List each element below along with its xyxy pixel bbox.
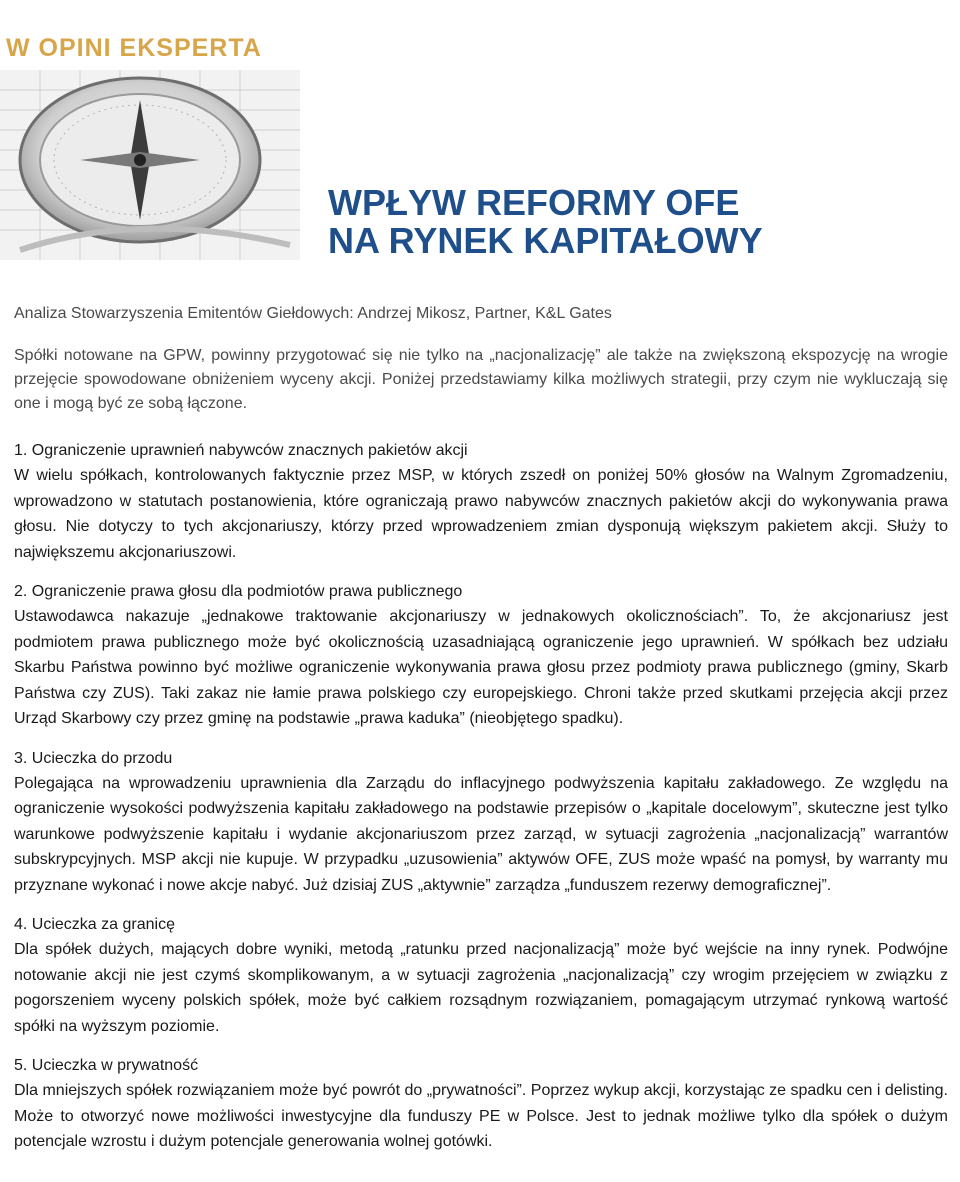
author-line: Analiza Stowarzyszenia Emitentów Giełdowych: Andrzej Mikosz, Partner, K&L Gates: [14, 305, 612, 322]
article-body: [14, 302, 948, 1169]
section-paragraph: Dla spółek dużych, mających dobre wyniki, metodą „ratunku przed nacjonalizacją” może być wejście na inny rynek. Podwójne notowanie akcji nie jest czymś skomplikowanym, a w sytuacji zagrożenia „nacjonalizacją” czy wrogim przejęciem w związku z pogorszeniem wyceny polskich spółek, może być całkiem rozsądnym rozwiązaniem, pomagającym utrzymać rynkową wartość spółki na wyższym poziomie.: [14, 941, 948, 1035]
section-paragraph: Ustawodawca nakazuje „jednakowe traktowanie akcjonariuszy w jednakowych okolicznościach”. To, że akcjonariusz jest podmiotem prawa publicznego może być okolicznością uzasadniającą ograniczenie jego uprawnień. W spółkach bez udziału Skarbu Państwa powinno być możliwe ograniczenie wykonywania prawa głosu przez podmioty prawa publicznego (gminy, Skarb Państwa czy ZUS). Taki zakaz nie łamie prawa polskiego czy europejskiego. Chroni także przed skutkami przejęcia akcji przez Urząd Skarbowy czy przez gminę na podstawie „prawa kaduka” (nieobjętego spadku).: [14, 608, 948, 727]
article-title: [328, 184, 763, 260]
section-2: [14, 579, 948, 732]
section-paragraph: Polegająca na wprowadzeniu uprawnienia dla Zarządu do inflacyjnego podwyższenia kapitału zakładowego. Ze względu na ograniczenie wysokości podwyższenia kapitału zakładowego na podstawie przepisów o „kapitale docelowym”, skuteczne jest tylko warunkowe podwyższenie kapitału i wydanie akcjonariuszom przez zarząd, w sytuacji zagrożenia „nacjonalizacją” warrantów subskrypcyjnych. MSP akcji nie kupuje. W przypadku „uzusowienia” aktywów OFE, ZUS może wpaść na pomysł, by warranty mu przyznane wykonać i nowe akcje nabyć. Już dzisiaj ZUS „aktywnie” zarządza „funduszem rezerwy demograficznej”.: [14, 774, 948, 894]
section-paragraph: W wielu spółkach, kontrolowanych faktycznie przez MSP, w których zszedł on poniżej 50% głosów na Walnym Zgromadzeniu, wprowadzono w statutach postanowienia, które ograniczają prawo nabywców znacznych pakietów akcji do wykonywania prawa głosu. Nie dotyczy to tych akcjonariuszy, którzy przed wprowadzeniem zmian dysponują większym pakietem akcji. Służy to największemu akcjonariuszowi.: [14, 467, 948, 561]
compass-icon: [0, 70, 300, 260]
intro-paragraph: Spółki notowane na GPW, powinny przygotować się nie tylko na „nacjonalizację” ale także na zwiększoną ekspozycję na wrogie przejęcie spowodowane obniżeniem wyceny akcji. Poniżej przedstawiamy kilka możliwych strategii, przy czym nie wykluczają się one i mogą być ze sobą łączone.: [14, 347, 948, 412]
article-title-line-1: WPŁYW REFORMY OFE: [328, 182, 740, 223]
section-eyebrow: W OPINI EKSPERTA: [6, 34, 262, 62]
section-5: [14, 1053, 948, 1155]
section-heading: 5. Ucieczka w prywatność: [14, 1057, 199, 1074]
article-title-line-2: NA RYNEK KAPITAŁOWY: [328, 220, 763, 261]
section-heading: 2. Ograniczenie prawa głosu dla podmiotów prawa publicznego: [14, 583, 463, 600]
section-4: [14, 912, 948, 1039]
section-paragraph: Dla mniejszych spółek rozwiązaniem może być powrót do „prywatności”. Poprzez wykup akcji, korzystając ze spadku cen i delisting. Może to otworzyć nowe możliwości inwestycyjne dla funduszy PE w Polsce. Jest to jednak możliwe tylko dla spółek o dużym potencjale wzrostu i dużym potencjale generowania wolnej gotówki.: [14, 1082, 948, 1150]
section-heading: 4. Ucieczka za granicę: [14, 916, 175, 933]
section-heading: 3. Ucieczka do przodu: [14, 749, 173, 767]
section-heading: 1. Ograniczenie uprawnień nabywców znacznych pakietów akcji: [14, 442, 468, 459]
header-banner: [0, 0, 960, 270]
section-3: [14, 746, 948, 899]
section-1: [14, 438, 948, 565]
